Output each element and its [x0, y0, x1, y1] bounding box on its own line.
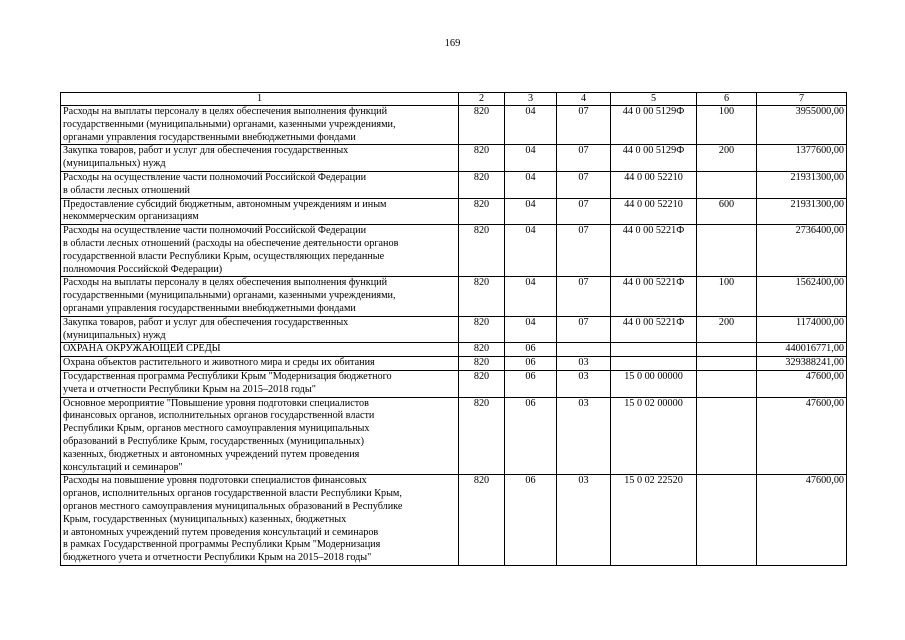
description-line: Расходы на осуществление части полномочий Российской Федерации [63, 225, 367, 237]
subsection-code-cell: 07 [557, 316, 611, 343]
description-line: (муниципальных) нужд [63, 158, 166, 170]
subsection-code-cell: 03 [557, 475, 611, 566]
admin-code-cell: 820 [459, 370, 505, 397]
row-description [61, 475, 459, 566]
header-col-3: 3 [505, 93, 557, 106]
subsection-code-cell [557, 343, 611, 357]
amount-cell: 1562400,00 [757, 277, 847, 316]
description-line: финансовых органов, исполнительных органов государственной власти [63, 410, 375, 422]
header-col-5: 5 [611, 93, 697, 106]
amount-cell: 1377600,00 [757, 145, 847, 172]
admin-code-cell: 820 [459, 198, 505, 225]
amount-cell: 47600,00 [757, 370, 847, 397]
target-article-cell: 44 0 00 5129Ф [611, 106, 697, 145]
admin-code-cell: 820 [459, 357, 505, 371]
target-article-cell: 44 0 00 52210 [611, 198, 697, 225]
subsection-code-cell: 07 [557, 198, 611, 225]
description-line: в рамках Государственной программы Республики Крым "Модернизация [63, 539, 381, 551]
amount-cell: 1174000,00 [757, 316, 847, 343]
expense-type-cell [697, 343, 757, 357]
section-code-cell: 06 [505, 343, 557, 357]
target-article-cell [611, 343, 697, 357]
table-row [61, 171, 847, 198]
row-description [61, 145, 459, 172]
description-line: Расходы на осуществление части полномочий Российской Федерации [63, 171, 367, 183]
budget-table [60, 92, 847, 566]
table-row [61, 277, 847, 316]
subsection-code-cell: 07 [557, 171, 611, 198]
subsection-code-cell: 07 [557, 145, 611, 172]
target-article-cell: 44 0 00 5221Ф [611, 225, 697, 277]
description-line: государственными (муниципальными) органами, казенными учреждениями, [63, 290, 396, 302]
table-row [61, 370, 847, 397]
expense-type-cell [697, 370, 757, 397]
section-code-cell: 04 [505, 198, 557, 225]
row-description [61, 316, 459, 343]
table-row [61, 225, 847, 277]
table-row [61, 106, 847, 145]
row-description [61, 343, 459, 357]
target-article-cell: 44 0 00 5221Ф [611, 316, 697, 343]
target-article-cell: 44 0 00 52210 [611, 171, 697, 198]
description-line: ОХРАНА ОКРУЖАЮЩЕЙ СРЕДЫ [63, 343, 221, 355]
row-description [61, 225, 459, 277]
description-line: в области лесных отношений (расходы на обеспечение деятельности органов [63, 237, 399, 249]
description-line: государственной власти Республики Крым, осуществляющих переданные [63, 250, 385, 262]
description-line: Предоставление субсидий бюджетным, автономным учреждениям и иным [63, 198, 387, 210]
admin-code-cell: 820 [459, 171, 505, 198]
expense-type-cell [697, 397, 757, 475]
expense-type-cell [697, 225, 757, 277]
admin-code-cell: 820 [459, 475, 505, 566]
target-article-cell: 44 0 00 5129Ф [611, 145, 697, 172]
amount-cell: 329388241,00 [757, 357, 847, 371]
description-line: Основное мероприятие "Повышение уровня подготовки специалистов [63, 397, 369, 409]
description-line: органами управления государственными внебюджетными фондами [63, 131, 356, 143]
description-line: учета и отчетности Республики Крым на 2015–2018 годы" [63, 383, 316, 395]
description-line: образований в Республике Крым, государственных (муниципальных) [63, 435, 365, 447]
admin-code-cell: 820 [459, 145, 505, 172]
amount-cell: 21931300,00 [757, 171, 847, 198]
description-line: полномочия Российской Федерации) [63, 263, 223, 275]
section-code-cell: 06 [505, 397, 557, 475]
header-col-4: 4 [557, 93, 611, 106]
table-row [61, 198, 847, 225]
subsection-code-cell: 07 [557, 106, 611, 145]
description-line: Государственная программа Республики Крым "Модернизация бюджетного [63, 370, 392, 382]
expense-type-cell [697, 475, 757, 566]
amount-cell: 2736400,00 [757, 225, 847, 277]
admin-code-cell: 820 [459, 106, 505, 145]
row-description [61, 106, 459, 145]
description-line: органов местного самоуправления муниципальных образований в Республике [63, 500, 403, 512]
table-row [61, 357, 847, 371]
admin-code-cell: 820 [459, 277, 505, 316]
admin-code-cell: 820 [459, 343, 505, 357]
row-description [61, 397, 459, 475]
table-row [61, 343, 847, 357]
table-header-row [61, 93, 847, 106]
section-code-cell: 04 [505, 316, 557, 343]
description-line: бюджетного учета и отчетности Республики Крым на 2015–2018 годы" [63, 552, 372, 564]
expense-type-cell: 100 [697, 277, 757, 316]
section-code-cell: 06 [505, 370, 557, 397]
section-code-cell: 06 [505, 475, 557, 566]
row-description [61, 370, 459, 397]
amount-cell: 440016771,00 [757, 343, 847, 357]
header-col-7: 7 [757, 93, 847, 106]
description-line: некоммерческим организациям [63, 211, 199, 223]
subsection-code-cell: 07 [557, 277, 611, 316]
target-article-cell: 15 0 02 22520 [611, 475, 697, 566]
description-line: Крым, государственных (муниципальных) казенных, бюджетных [63, 513, 347, 525]
row-description [61, 357, 459, 371]
admin-code-cell: 820 [459, 397, 505, 475]
amount-cell: 21931300,00 [757, 198, 847, 225]
header-col-6: 6 [697, 93, 757, 106]
section-code-cell: 06 [505, 357, 557, 371]
subsection-code-cell: 03 [557, 357, 611, 371]
description-line: Расходы на выплаты персоналу в целях обеспечения выполнения функций [63, 277, 388, 289]
table-body [61, 106, 847, 566]
subsection-code-cell: 07 [557, 225, 611, 277]
table-row [61, 145, 847, 172]
amount-cell: 3955000,00 [757, 106, 847, 145]
description-line: органами управления государственными внебюджетными фондами [63, 302, 356, 314]
subsection-code-cell: 03 [557, 370, 611, 397]
expense-type-cell: 100 [697, 106, 757, 145]
section-code-cell: 04 [505, 225, 557, 277]
amount-cell: 47600,00 [757, 475, 847, 566]
admin-code-cell: 820 [459, 316, 505, 343]
description-line: государственными (муниципальными) органами, казенными учреждениями, [63, 118, 396, 130]
description-line: консультаций и семинаров" [63, 461, 183, 473]
description-line: органов, исполнительных органов государственной власти Республики Крым, [63, 488, 402, 500]
description-line: казенных, бюджетных и автономных учреждений путем проведения [63, 448, 360, 460]
section-code-cell: 04 [505, 277, 557, 316]
target-article-cell: 15 0 00 00000 [611, 370, 697, 397]
expense-type-cell [697, 357, 757, 371]
description-line: и автономных учреждений путем проведения консультаций и семинаров [63, 526, 379, 538]
section-code-cell: 04 [505, 171, 557, 198]
row-description [61, 277, 459, 316]
target-article-cell: 44 0 00 5221Ф [611, 277, 697, 316]
description-line: Республики Крым, органов местного самоуправления муниципальных [63, 423, 370, 435]
description-line: Охрана объектов растительного и животного мира и среды их обитания [63, 357, 375, 369]
header-col-2: 2 [459, 93, 505, 106]
table-row [61, 397, 847, 475]
description-line: Расходы на повышение уровня подготовки специалистов финансовых [63, 475, 367, 487]
header-col-1: 1 [61, 93, 459, 106]
expense-type-cell: 200 [697, 145, 757, 172]
row-description [61, 171, 459, 198]
amount-cell: 47600,00 [757, 397, 847, 475]
expense-type-cell: 600 [697, 198, 757, 225]
description-line: в области лесных отношений [63, 184, 190, 196]
table-row [61, 475, 847, 566]
description-line: (муниципальных) нужд [63, 329, 166, 341]
target-article-cell: 15 0 02 00000 [611, 397, 697, 475]
description-line: Закупка товаров, работ и услуг для обеспечения государственных [63, 145, 349, 157]
section-code-cell: 04 [505, 106, 557, 145]
table-row [61, 316, 847, 343]
expense-type-cell [697, 171, 757, 198]
description-line: Расходы на выплаты персоналу в целях обеспечения выполнения функций [63, 106, 388, 117]
target-article-cell [611, 357, 697, 371]
row-description [61, 198, 459, 225]
admin-code-cell: 820 [459, 225, 505, 277]
section-code-cell: 04 [505, 145, 557, 172]
subsection-code-cell: 03 [557, 397, 611, 475]
page-number: 169 [444, 38, 461, 49]
expense-type-cell: 200 [697, 316, 757, 343]
description-line: Закупка товаров, работ и услуг для обеспечения государственных [63, 316, 349, 328]
